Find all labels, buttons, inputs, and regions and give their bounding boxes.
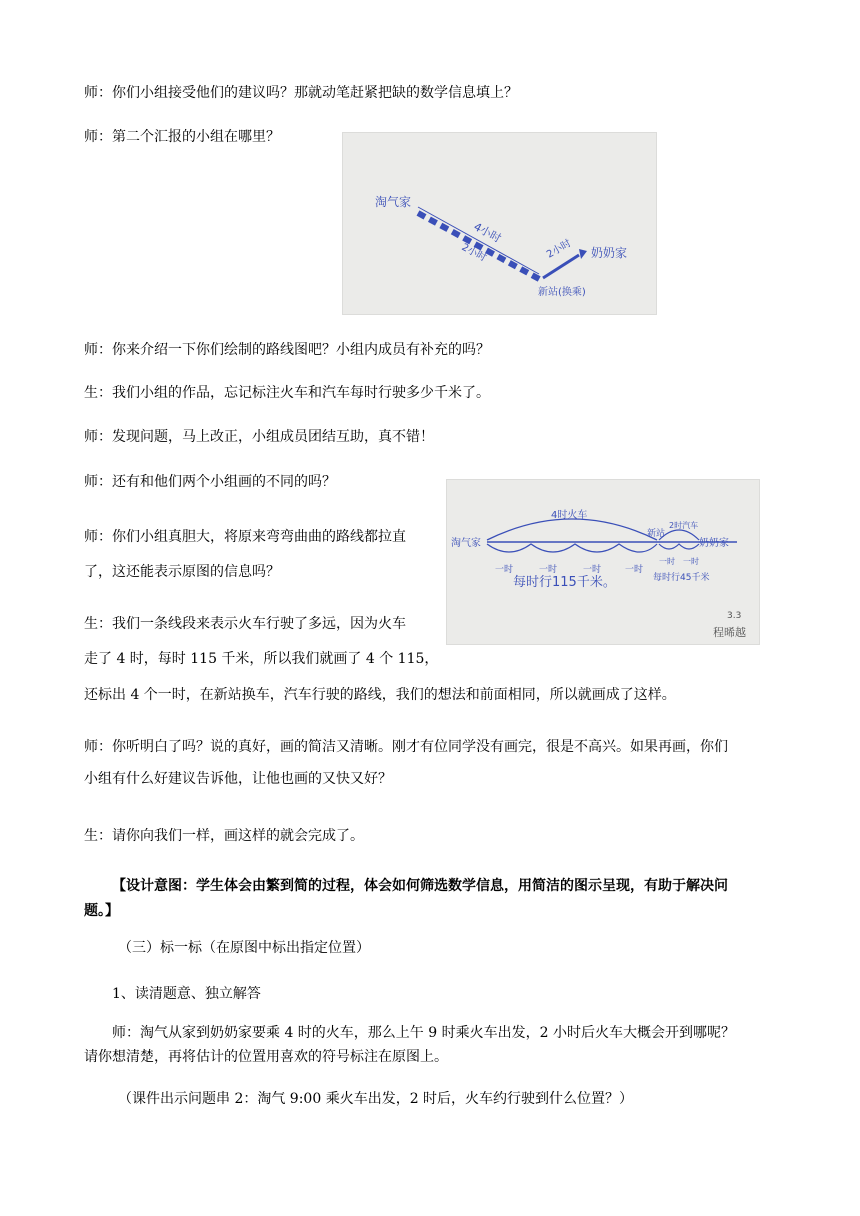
paragraph: 生：我们小组的作品，忘记标注火车和汽车每时行驶多少千米了。 (84, 385, 490, 401)
step-heading: 1、读清题意、独立解答 (112, 986, 261, 1002)
photo2-home-label: 淘气家 (451, 538, 481, 549)
segment-label: 一时 (495, 565, 514, 575)
route-sketch-photo-2 (446, 479, 760, 645)
paragraph: 还标出 4 个一时，在新站换车，汽车行驶的路线，我们的想法和前面相同，所以就画成了这样。 (84, 687, 676, 703)
photo2-bus-speed: 每时行45千米 (653, 573, 710, 583)
paragraph: 师：第二个汇报的小组在哪里？ (84, 129, 280, 145)
photo2-grandma-label: 奶奶家 (699, 538, 729, 549)
paragraph: 师：发现问题，马上改正，小组成员团结互助，真不错！ (84, 429, 434, 445)
paragraph: 师：你来介绍一下你们绘制的路线图吧？小组内成员有补充的吗？ (84, 342, 490, 358)
paragraph: 师：你听明白了吗？说的真好，画的简洁又清晰。刚才有位同学没有画完，很是不高兴。如果再画，你们 (84, 739, 728, 755)
paragraph: 师：淘气从家到奶奶家要乘 4 时的火车，那么上午 9 时乘火车出发，2 小时后火车大概会开到哪呢？ (112, 1025, 735, 1041)
section-heading: （三）标一标（在原图中标出指定位置） (118, 940, 370, 956)
paragraph: 小组有什么好建议告诉他，让他也画的又快又好？ (84, 771, 392, 787)
paragraph: 请你想清楚，再将估计的位置用喜欢的符号标注在原图上。 (84, 1049, 448, 1065)
photo1-train-label: 2小时 (459, 241, 489, 265)
segment-label: 一时 (583, 565, 602, 575)
bus-segment-label: 一时 (683, 557, 699, 566)
train-brace (487, 519, 657, 540)
photo1-station-label: 新站(换乘) (538, 287, 586, 298)
paragraph: 师：还有和他们两个小组画的不同的吗？ (84, 474, 336, 490)
paragraph: 了，这还能表示原图的信息吗？ (84, 564, 280, 580)
photo2-station-label: 新站 (647, 529, 666, 539)
paragraph: （课件出示问题串 2：淘气 9:00 乘火车出发，2 时后，火车约行驶到什么位置？） (118, 1091, 634, 1107)
segment-label: 一时 (625, 565, 644, 575)
design-intent: 【设计意图：学生体会由繁到简的过程，体会如何筛选数学信息，用简洁的图示呈现，有助于解决问 (112, 878, 728, 894)
photo1-bus-time: 2小时 (545, 237, 574, 261)
photo2-student-name: 程晞越 (713, 626, 746, 639)
design-intent-cont: 题。】 (84, 903, 119, 919)
photo1-grandma-label: 奶奶家 (591, 246, 628, 260)
photo2-train-speed: 每时行115千米。 (513, 575, 616, 590)
photo1-train-time: 4小时 (471, 220, 504, 246)
paragraph: 生：我们一条线段来表示火车行驶了多远，因为火车 (84, 616, 406, 632)
route-sketch-photo-1 (342, 132, 657, 315)
photo2-train-label: 4时火车 (551, 510, 588, 521)
photo2-class-tag: 3.3 (727, 611, 742, 621)
paragraph: 生：请你向我们一样，画这样的就会完成了。 (84, 828, 364, 844)
photo2-bus-label: 2时汽车 (669, 521, 699, 530)
paragraph: 师：你们小组接受他们的建议吗？那就动笔赶紧把缺的数学信息填上？ (84, 85, 518, 101)
paragraph: 师：你们小组真胆大，将原来弯弯曲曲的路线都拉直 (84, 529, 406, 545)
segment-label: 一时 (539, 565, 558, 575)
bus-segment-label: 一时 (659, 557, 675, 566)
paragraph: 走了 4 时，每时 115 千米，所以我们就画了 4 个 115， (84, 651, 439, 667)
photo1-home-label: 淘气家 (375, 195, 412, 209)
